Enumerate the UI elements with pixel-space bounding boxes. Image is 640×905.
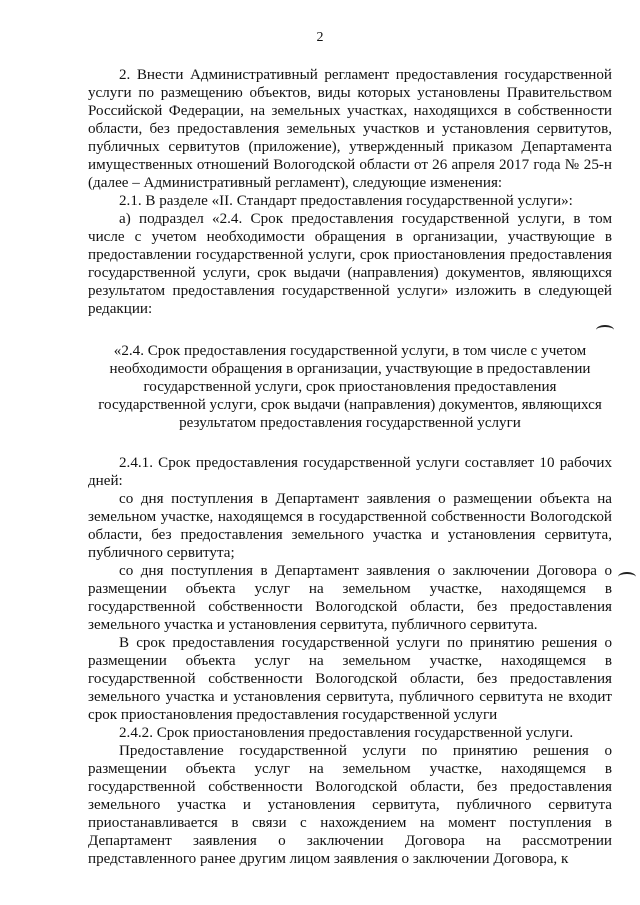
- paragraph-section-2-1: 2.1. В разделе «II. Стандарт предоставления государственной услуги»:: [119, 193, 573, 209]
- document-body: [88, 66, 612, 868]
- page-number: 2: [316, 30, 324, 45]
- paragraph-application-contract: со дня поступления в Департамент заявления о заключении Договора о размещении объекта услуг на земельном участке, находящемся в государственной собственности Вологодской области, без предоставления земельного участка и установления сервитута, публичного сервитута.: [88, 563, 612, 633]
- section-heading-2-4: «2.4. Срок предоставления государственной услуги, в том числе с учетом необходимости обращения в организации, участвующие в предоставлении государственной услуги, срок приостановления предоставления государственной услуги, срок выдачи (направления) документов, являющихся результатом предоставления государственной услуги: [98, 343, 602, 431]
- margin-mark: [618, 572, 636, 582]
- paragraph-suspension-excluded: В срок предоставления государственной услуги по принятию решения о размещении объекта услуг на земельном участке, находящемся в государственной собственности Вологодской области, без предоставления земельного участка и установления сервитута, публичного сервитута не входит срок приостановления предоставления государственной услуги: [88, 635, 612, 723]
- paragraph-suspension-grounds: Предоставление государственной услуги по принятию решения о размещении объекта услуг на земельном участке, находящемся в государственной собственности Вологодской области, без предоставления земельного участка и установления сервитута, публичного сервитута приостанавливается в связи с нахождением на момент поступления в Департамент заявления о заключении Договора на рассмотрении представленного ранее другим лицом заявления о заключении Договора, к: [88, 743, 612, 867]
- paragraph-2-4-2: 2.4.2. Срок приостановления предоставления государственной услуги.: [119, 725, 574, 741]
- paragraph-amend-regulation: 2. Внести Административный регламент предоставления государственной услуги по размещению объектов, виды которых установлены Правительством Российской Федерации, на земельных участках, находящихся в собственности области, без предоставления земельных участков и установления сервитутов, публичных сервитутов (приложение), утвержденный приказом Департамента имущественных отношений Вологодской области от 26 апреля 2017 года № 25-н (далее – Административный регламент), следующие изменения:: [88, 67, 612, 191]
- paragraph-application-placement: со дня поступления в Департамент заявления о размещении объекта на земельном участке, находящемся в государственной собственности Вологодской области, без предоставления земельного участка и установления сервитута, публичного сервитута;: [88, 491, 612, 561]
- margin-mark: [596, 325, 614, 335]
- paragraph-subsection-a: а) подраздел «2.4. Срок предоставления государственной услуги, в том числе с учетом необходимости обращения в организации, участвующие в предоставлении государственной услуги, срок приостановления предоставления государственной услуги, срок выдачи (направления) документов, являющихся результатом предоставления государственной услуги» изложить в следующей редакции:: [88, 211, 612, 317]
- paragraph-2-4-1: 2.4.1. Срок предоставления государственной услуги составляет 10 рабочих дней:: [88, 455, 612, 489]
